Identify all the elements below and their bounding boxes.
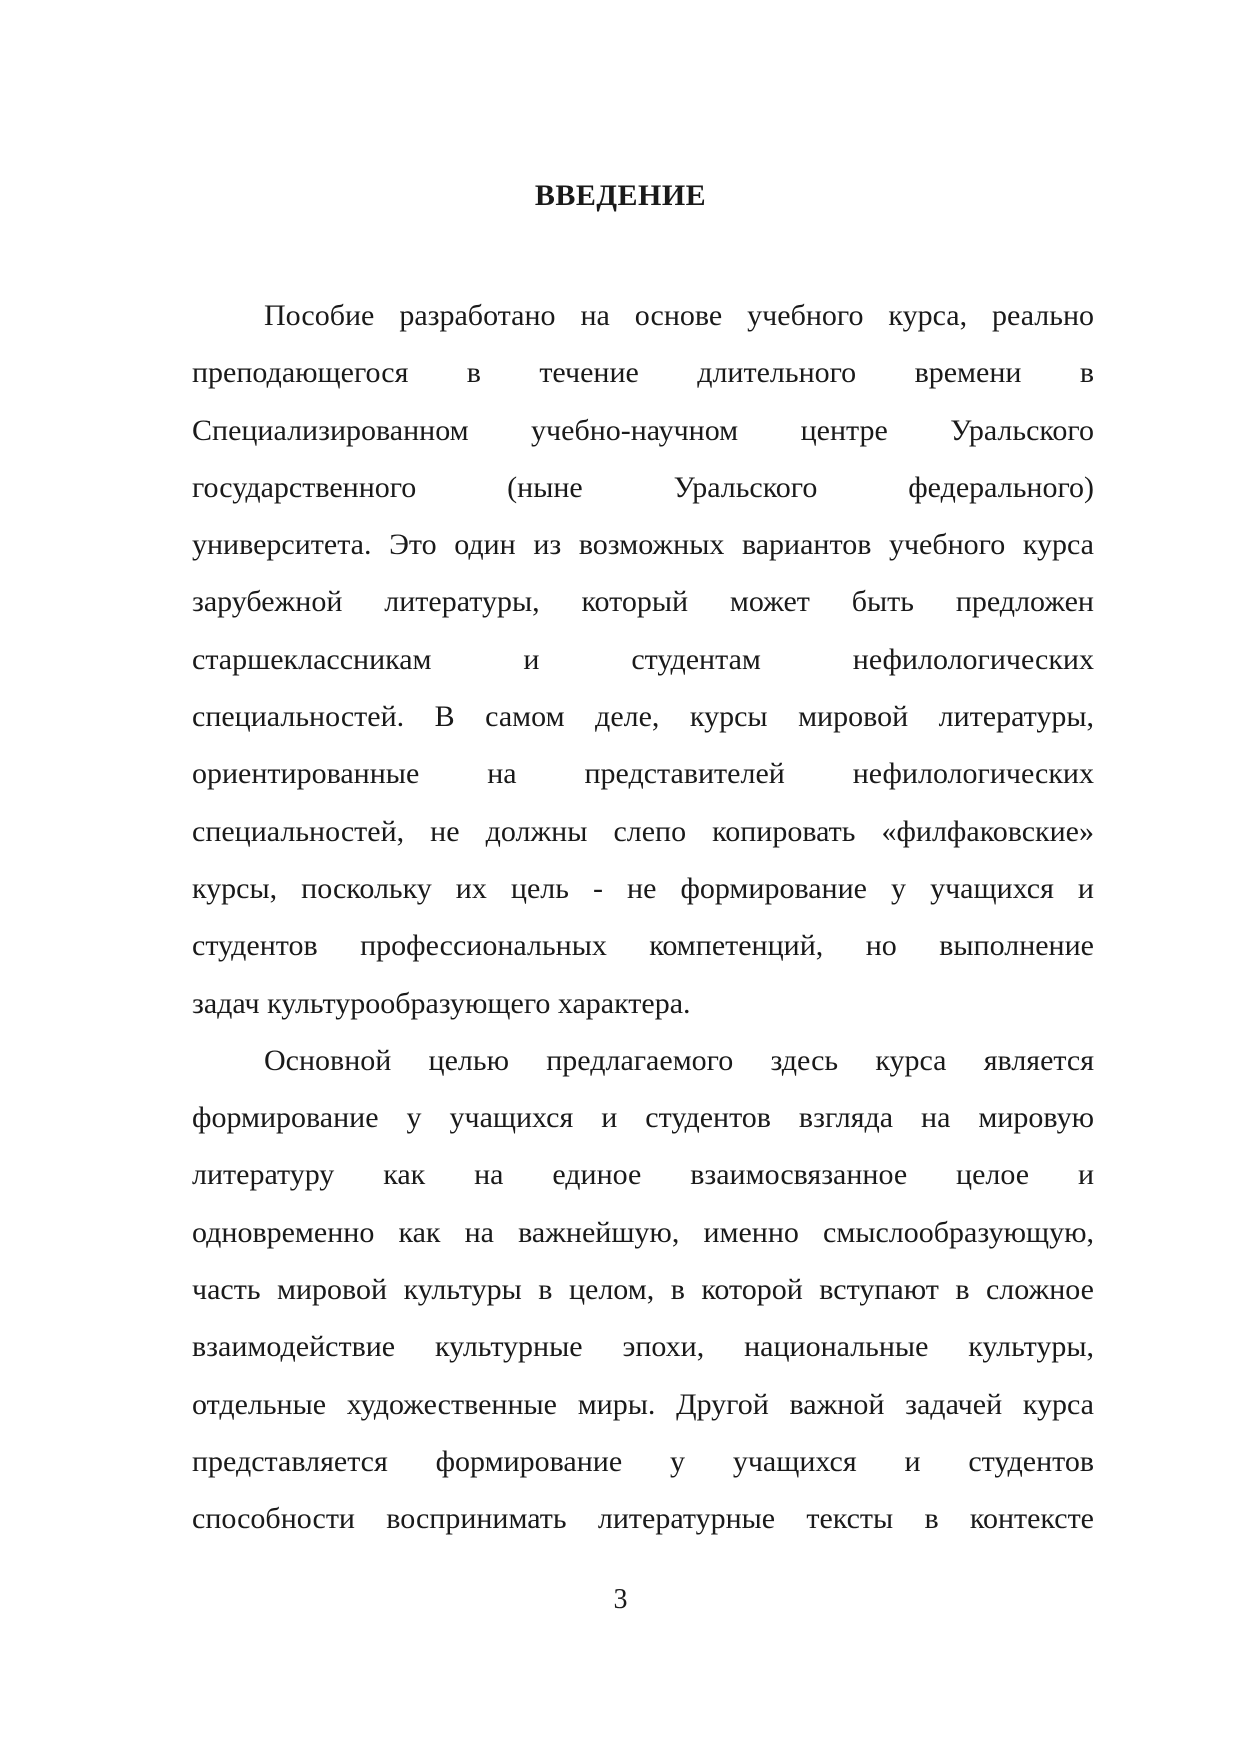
text-line: литературу как на единое взаимосвязанное целое и	[192, 1158, 1094, 1192]
text-line: взаимодействие культурные эпохи, национальные культуры,	[192, 1330, 1094, 1364]
text-line: университета. Это один из возможных вариантов учебного курса	[192, 528, 1094, 562]
body-text	[192, 287, 1094, 1548]
text-line: Пособие разработано на основе учебного курса, реально	[264, 299, 1094, 332]
text-line: ориентированные на представителей нефилологических	[192, 757, 1094, 791]
text-line: специальностей. В самом деле, курсы мировой литературы,	[192, 700, 1094, 734]
paragraph-1	[192, 287, 1094, 1032]
text-line: Специализированном учебно-научном центре Уральского	[192, 413, 1094, 447]
text-line: Основной целью предлагаемого здесь курса является	[264, 1043, 1094, 1077]
text-line: одновременно как на важнейшую, именно смыслообразующую,	[192, 1215, 1094, 1249]
text-line: отдельные художественные миры. Другой важной задачей курса	[192, 1387, 1094, 1421]
text-line: курсы, поскольку их цель - не формирование у учащихся и	[192, 871, 1094, 905]
text-line: задач культурообразующего характера.	[192, 986, 691, 1020]
page-number: 3	[613, 1584, 628, 1615]
text-line: государственного (ныне Уральского федерального)	[192, 470, 1094, 504]
text-line: способности воспринимать литературные тексты в контексте	[192, 1502, 1094, 1536]
paragraph-2	[192, 1032, 1094, 1548]
text-line: студентов профессиональных компетенций, но выполнение	[192, 929, 1094, 963]
section-heading: ВВЕДЕНИЕ	[534, 179, 707, 212]
text-line: формирование у учащихся и студентов взгляда на мировую	[192, 1101, 1094, 1135]
text-line: специальностей, не должны слепо копировать «филфаковские»	[192, 814, 1094, 848]
text-line: часть мировой культуры в целом, в которой вступают в сложное	[192, 1273, 1094, 1307]
text-line: старшеклассникам и студентам нефилологических	[192, 642, 1094, 676]
text-line: преподающегося в течение длительного времени в	[192, 356, 1094, 390]
text-line: представляется формирование у учащихся и студентов	[192, 1444, 1094, 1478]
text-line: зарубежной литературы, который может быть предложен	[192, 585, 1094, 619]
